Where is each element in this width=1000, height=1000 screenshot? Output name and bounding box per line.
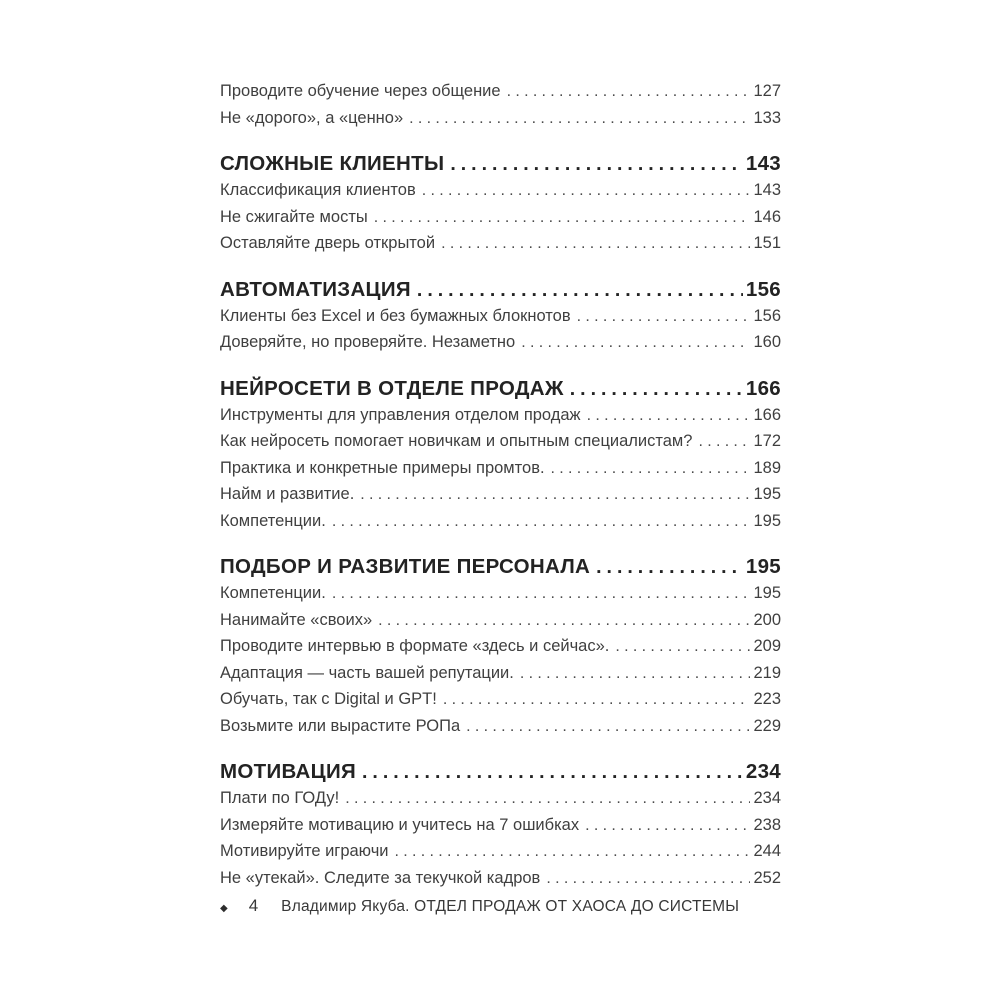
toc-entry-page-number: 229 — [753, 716, 781, 735]
dot-leader — [466, 718, 750, 736]
toc-entry-title: Адаптация — часть вашей репутации. — [220, 663, 514, 682]
toc-entry-row — [220, 181, 781, 208]
footer-book-title: Владимир Якуба. ОТДЕЛ ПРОДАЖ ОТ ХАОСА ДО СИСТЕМЫ — [281, 898, 740, 915]
toc-entry-page-number: 151 — [753, 234, 781, 252]
dot-leader — [507, 83, 751, 101]
toc-heading-title: АВТОМАТИЗАЦИЯ — [220, 277, 411, 301]
toc-entry-page-number: 195 — [753, 511, 781, 530]
toc-entry-title: Не «утекай». Следите за текучкой кадров — [220, 868, 541, 887]
dot-leader — [374, 209, 751, 227]
toc-heading-page-number: 166 — [745, 376, 781, 400]
toc-heading-title: НЕЙРОСЕТИ В ОТДЕЛЕ ПРОДАЖ — [220, 376, 564, 400]
toc-heading-page-number: 156 — [745, 277, 781, 301]
toc-entry-row — [220, 690, 781, 717]
dot-leader — [360, 486, 750, 504]
toc-heading-page-number: 143 — [745, 152, 781, 175]
dot-leader — [362, 761, 743, 784]
toc-entry-title: Плати по ГОДу! — [220, 789, 340, 807]
toc-entry-page-number: 143 — [753, 181, 781, 199]
toc-entry-title: Практика и конкретные примеры промтов. — [220, 458, 545, 477]
toc-entry-title: Оставляйте дверь открытой — [220, 234, 436, 252]
toc-entry-page-number: 172 — [753, 432, 781, 450]
dot-leader — [551, 460, 751, 478]
toc-entry-title: Классификация клиентов — [220, 181, 416, 199]
dot-leader — [546, 870, 750, 888]
toc-entry-title: Компетенции. — [220, 511, 326, 530]
dot-leader — [378, 612, 750, 630]
toc-entry-page-number: 189 — [753, 458, 781, 477]
toc-entry-row — [220, 584, 781, 611]
toc-entry-row — [220, 789, 781, 816]
dot-leader — [441, 235, 750, 253]
toc-entry-row — [220, 234, 781, 261]
diamond-bullet-icon: ◆ — [220, 903, 228, 914]
toc-entry-row — [220, 664, 781, 691]
toc-entry-row — [220, 333, 781, 360]
toc-entry-row — [220, 208, 781, 235]
toc-heading-page-number: 234 — [745, 760, 781, 783]
toc-entry-row — [220, 109, 781, 136]
toc-entry-page-number: 127 — [753, 82, 781, 100]
dot-leader — [585, 817, 750, 835]
toc-entry-title: Доверяйте, но проверяйте. Незаметно — [220, 333, 516, 351]
toc-entry-row — [220, 816, 781, 843]
dot-leader — [409, 110, 750, 128]
dot-leader — [521, 334, 750, 352]
dot-leader — [615, 638, 750, 656]
book-page — [217, 80, 786, 922]
dot-leader — [520, 665, 751, 683]
toc-entry-title: Обучать, так с Digital и GPT! — [220, 690, 437, 708]
toc-heading-title: МОТИВАЦИЯ — [220, 760, 357, 783]
toc-entry-page-number: 156 — [753, 306, 781, 325]
toc-entry-page-number: 195 — [753, 584, 781, 602]
toc-entry-page-number: 219 — [753, 663, 781, 682]
dot-leader — [570, 378, 743, 401]
toc-entry-title: Компетенции. — [220, 584, 326, 602]
toc-entry-title: Мотивируйте играючи — [220, 842, 389, 860]
dot-leader — [596, 556, 743, 579]
toc-entry-row — [220, 432, 781, 459]
toc-entry-title: Инструменты для управления отделом продаж — [220, 405, 581, 424]
table-of-contents — [217, 80, 786, 895]
dot-leader — [417, 279, 743, 302]
toc-entry-title: Клиенты без Excel и без бумажных блокнотов — [220, 306, 571, 325]
toc-heading-row — [220, 152, 781, 181]
toc-entry-title: Проводите обучение через общение — [220, 82, 501, 100]
dot-leader — [395, 843, 751, 861]
toc-entry-page-number: 200 — [753, 610, 781, 629]
toc-entry-title: Возьмите или вырастите РОПа — [220, 716, 461, 735]
toc-entry-page-number: 146 — [753, 207, 781, 226]
toc-entry-page-number: 244 — [753, 842, 781, 860]
toc-entry-row — [220, 611, 781, 638]
toc-entry-title: Нанимайте «своих» — [220, 610, 373, 629]
toc-entry-page-number: 223 — [753, 690, 781, 708]
dot-leader — [345, 790, 750, 808]
toc-entry-row — [220, 406, 781, 433]
dot-leader — [422, 182, 751, 200]
toc-entry-row — [220, 82, 781, 109]
footer-page-number: 4 — [248, 896, 259, 915]
toc-entry-title: Как нейросеть помогает новичкам и опытным специалистам? — [220, 432, 693, 450]
toc-entry-page-number: 160 — [753, 333, 781, 351]
toc-entry-row — [220, 842, 781, 869]
toc-heading-title: ПОДБОР И РАЗВИТИЕ ПЕРСОНАЛА — [220, 555, 591, 578]
toc-entry-page-number: 209 — [753, 637, 781, 655]
toc-entry-row — [220, 485, 781, 512]
toc-entry-page-number: 238 — [753, 815, 781, 834]
toc-entry-title: Проводите интервью в формате «здесь и сейчас». — [220, 637, 610, 655]
toc-entry-page-number: 234 — [753, 789, 781, 807]
dot-leader — [443, 691, 751, 709]
toc-entry-row — [220, 637, 781, 664]
dot-leader — [450, 153, 743, 176]
dot-leader — [587, 407, 751, 425]
toc-heading-page-number: 195 — [745, 555, 781, 578]
dot-leader — [332, 513, 751, 531]
toc-entry-title: Не сжигайте мосты — [220, 207, 368, 226]
toc-heading-row — [220, 377, 781, 406]
toc-entry-row — [220, 717, 781, 744]
toc-heading-row — [220, 278, 781, 307]
dot-leader — [332, 585, 751, 603]
dot-leader — [698, 433, 750, 451]
toc-entry-title: Не «дорого», а «ценно» — [220, 108, 404, 127]
toc-entry-title: Измеряйте мотивацию и учитесь на 7 ошибках — [220, 815, 580, 834]
dot-leader — [577, 308, 751, 326]
toc-heading-title: СЛОЖНЫЕ КЛИЕНТЫ — [220, 152, 445, 175]
toc-entry-row — [220, 307, 781, 334]
toc-heading-row — [220, 760, 781, 789]
toc-entry-page-number: 195 — [753, 485, 781, 503]
toc-entry-row — [220, 869, 781, 896]
page-footer — [220, 896, 739, 916]
toc-entry-row — [220, 512, 781, 539]
toc-heading-row — [220, 555, 781, 584]
toc-entry-page-number: 166 — [753, 405, 781, 424]
toc-entry-row — [220, 459, 781, 486]
toc-entry-title: Найм и развитие. — [220, 485, 355, 503]
toc-entry-page-number: 133 — [753, 108, 781, 127]
toc-entry-page-number: 252 — [753, 868, 781, 887]
